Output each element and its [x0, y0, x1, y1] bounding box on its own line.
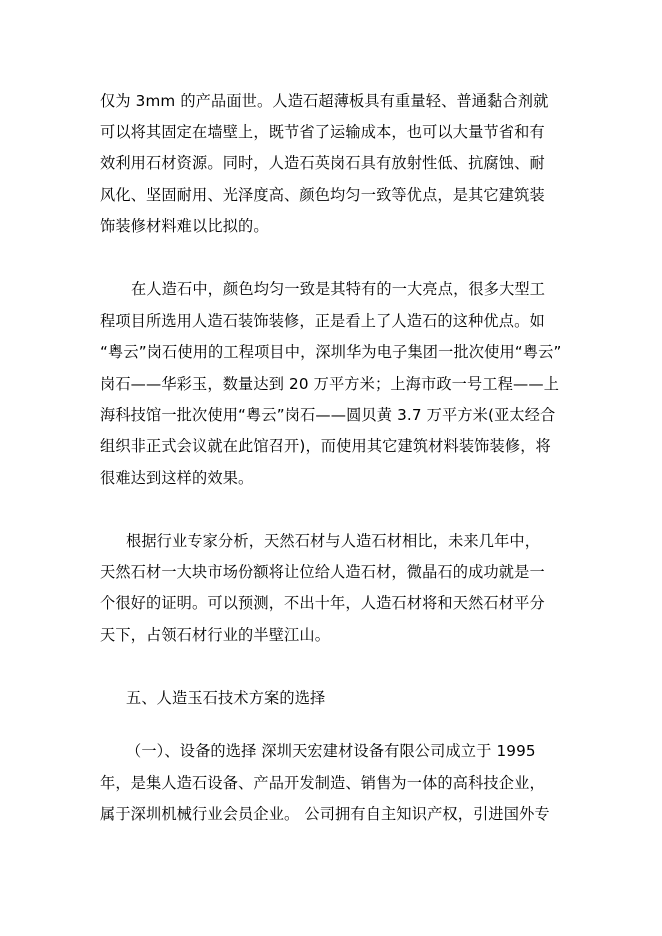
paragraph-2-line-7: 很难达到这样的效果。: [100, 469, 254, 487]
paragraph-1-line-4: 风化、坚固耐用、光泽度高、颜色均匀一致等优点，是其它建筑装: [100, 186, 545, 204]
paragraph-3-line-1: 根据行业专家分析，天然石材与人造石材相比，未来几年中，: [126, 532, 541, 550]
paragraph-1-line-2: 可以将其固定在墙壁上，既节省了运输成本，也可以大量节省和有: [100, 123, 545, 141]
paragraph-1-line-3: 效利用石材资源。同时，人造石英岗石具有放射性低、抗腐蚀、耐: [100, 154, 545, 172]
paragraph-1-line-5: 饰装修材料难以比拟的。: [100, 217, 269, 235]
paragraph-5-line-2: 年，是集人造石设备、产品开发制造、销售为一体的高科技企业，: [100, 774, 545, 792]
paragraph-3-line-4: 天下，占领石材行业的半壁江山。: [100, 626, 331, 644]
paragraph-2-line-3: “粤云”岗石使用的工程项目中，深圳华为电子集团一批次使用“粤云”: [100, 343, 562, 361]
paragraph-3-line-3: 个很好的证明。可以预测，不出十年，人造石材将和天然石材平分: [100, 594, 545, 612]
paragraph-2-line-5: 海科技馆一批次使用“粤云”岗石——圆贝黄 3.7 万平方米(亚太经合: [100, 406, 556, 424]
paragraph-2-line-4: 岗石——华彩玉，数量达到 20 万平方米；上海市政一号工程——上: [100, 375, 560, 393]
paragraph-3-line-2: 天然石材一大块市场份额将让位给人造石材，微晶石的成功就是一: [100, 563, 545, 581]
paragraph-1-line-1: 仅为 3mm 的产品面世。人造石超薄板具有重量轻、普通黏合剂就: [100, 92, 549, 110]
paragraph-2-line-6: 组织非正式会议就在此馆召开)，而使用其它建筑材料装饰装修，将: [100, 437, 551, 455]
section-heading: 五、人造玉石技术方案的选择: [126, 689, 326, 707]
paragraph-2-line-1: 在人造石中，颜色均匀一致是其特有的一大亮点，很多大型工: [131, 280, 546, 298]
paragraph-5-line-3: 属于深圳机械行业会员企业。 公司拥有自主知识产权，引进国外专: [100, 805, 550, 823]
paragraph-2-line-2: 程项目所选用人造石装饰装修，正是看上了人造石的这种优点。如: [100, 312, 545, 330]
paragraph-5-line-1: （一）、设备的选择 深圳天宏建材设备有限公司成立于 1995: [126, 742, 536, 760]
